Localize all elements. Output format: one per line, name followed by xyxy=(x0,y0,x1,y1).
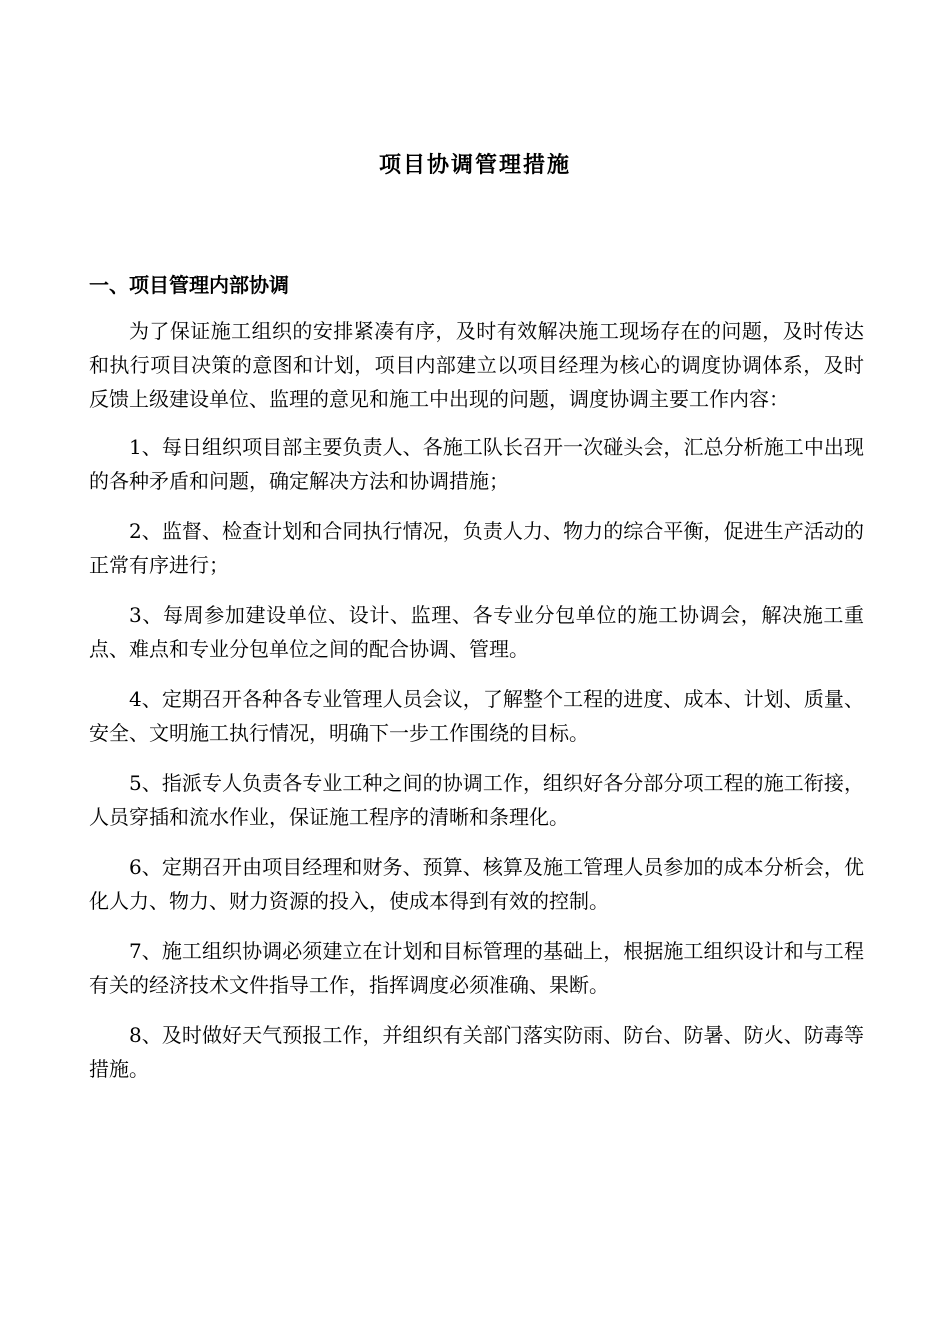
intro-paragraph: 为了保证施工组织的安排紧凑有序，及时有效解决施工现场存在的问题，及时传达和执行项目决策的意图和计划，项目内部建立以项目经理为核心的调度协调体系，及时反馈上级建设单位、监理的意见和施工中出现的问题，调度协调主要工作内容： xyxy=(89,319,864,411)
list-item-2: 2、监督、检查计划和合同执行情况，负责人力、物力的综合平衡，促进生产活动的正常有序进行； xyxy=(89,519,864,577)
list-item-8: 8、及时做好天气预报工作，并组织有关部门落实防雨、防台、防暑、防火、防毒等措施。 xyxy=(89,1023,864,1081)
document-title: 项目协调管理措施 xyxy=(378,152,571,178)
list-item-3: 3、每周参加建设单位、设计、监理、各专业分包单位的施工协调会，解决施工重点、难点和专业分包单位之间的配合协调、管理。 xyxy=(89,603,864,661)
section-body xyxy=(89,314,864,1102)
list-item-6: 6、定期召开由项目经理和财务、预算、核算及施工管理人员参加的成本分析会，优化人力、物力、财力资源的投入，使成本得到有效的控制。 xyxy=(89,855,864,913)
list-item-5: 5、指派专人负责各专业工种之间的协调工作，组织好各分部分项工程的施工衔接，人员穿插和流水作业，保证施工程序的清晰和条理化。 xyxy=(89,771,864,829)
list-item-1: 1、每日组织项目部主要负责人、各施工队长召开一次碰头会，汇总分析施工中出现的各种矛盾和问题，确定解决方法和协调措施； xyxy=(89,435,864,493)
list-item-7: 7、施工组织协调必须建立在计划和目标管理的基础上，根据施工组织设计和与工程有关的经济技术文件指导工作，指挥调度必须准确、果断。 xyxy=(89,939,864,997)
list-item-4: 4、定期召开各种各专业管理人员会议，了解整个工程的进度、成本、计划、质量、安全、文明施工执行情况，明确下一步工作围绕的目标。 xyxy=(89,687,864,745)
section-heading: 一、项目管理内部协调 xyxy=(89,273,289,297)
